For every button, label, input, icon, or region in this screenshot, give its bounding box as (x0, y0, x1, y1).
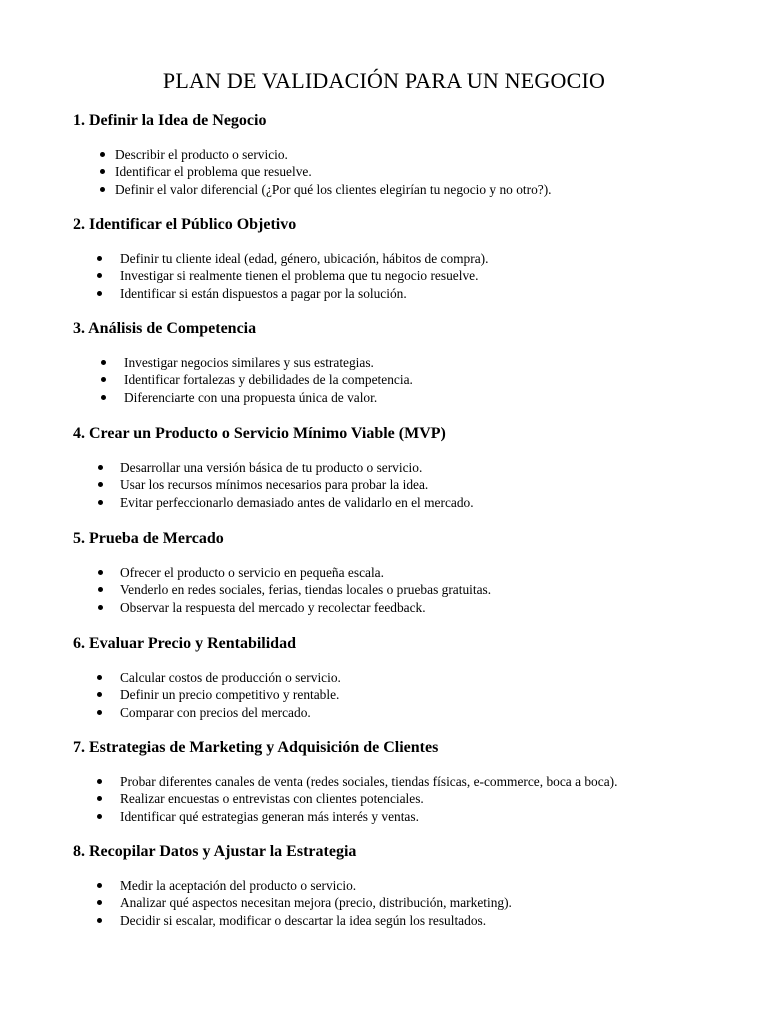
bullet-icon (97, 918, 102, 923)
list-item-text: Definir tu cliente ideal (edad, género, ubicación, hábitos de compra). (120, 251, 489, 266)
bullet-icon (97, 814, 102, 819)
list-item-text: Probar diferentes canales de venta (redes sociales, tiendas físicas, e-commerce, boca a boca). (120, 774, 618, 789)
list-item-text: Usar los recursos mínimos necesarios para probar la idea. (120, 477, 429, 493)
list-item (73, 181, 733, 198)
list-item-text: Venderlo en redes sociales, ferias, tiendas locales o pruebas gratuitas. (120, 582, 492, 598)
list-item-text: Identificar qué estrategias generan más interés y ventas. (120, 808, 419, 824)
section-heading: 4. Crear un Producto o Servicio Mínimo Viable (MVP) (73, 425, 446, 442)
list-item-text: Observar la respuesta del mercado y recolectar feedback. (120, 599, 426, 615)
bullet-icon (101, 395, 106, 400)
list-item (73, 476, 733, 493)
list-item (73, 285, 733, 302)
bullet-icon (100, 152, 105, 157)
list-item-text: Calcular costos de producción o servicio. (120, 670, 341, 685)
bullet-icon (98, 587, 103, 592)
list-item (73, 599, 733, 616)
section-heading: 2. Identificar el Público Objetivo (73, 216, 297, 233)
bullet-icon (98, 465, 103, 470)
list-item-text: Comparar con precios del mercado. (120, 704, 311, 720)
list-item (73, 581, 733, 598)
list-item (73, 894, 733, 911)
list-item-text: Diferenciarte con una propuesta única de valor. (124, 389, 378, 405)
bullet-icon (97, 675, 102, 680)
bullet-icon (100, 187, 105, 192)
list-item (73, 912, 733, 929)
bullet-icon (97, 273, 102, 278)
list-item-text: Identificar el problema que resuelve. (115, 164, 312, 180)
list-item-text: Realizar encuestas o entrevistas con clientes potenciales. (120, 791, 424, 807)
section-heading: 6. Evaluar Precio y Rentabilidad (73, 635, 296, 652)
bullet-icon (97, 883, 102, 888)
section-1 (73, 111, 733, 198)
bullet-icon (97, 710, 102, 715)
bullet-list (73, 877, 733, 929)
list-item (73, 267, 733, 284)
bullet-list (73, 564, 733, 616)
bullet-icon (97, 796, 102, 801)
list-item-text: Identificar fortalezas y debilidades de la competencia. (124, 372, 413, 388)
bullet-list (73, 773, 733, 825)
section-4 (73, 424, 733, 511)
list-item (73, 564, 733, 581)
section-heading: 7. Estrategias de Marketing y Adquisición de Clientes (73, 739, 439, 756)
list-item-text: Definir un precio competitivo y rentable. (120, 687, 340, 703)
section-7 (73, 738, 733, 825)
bullet-icon (97, 900, 102, 905)
list-item (73, 808, 733, 825)
section-heading: 1. Definir la Idea de Negocio (73, 112, 267, 129)
list-item (73, 371, 733, 388)
list-item (73, 250, 733, 267)
list-item (73, 494, 733, 511)
list-item (73, 146, 733, 163)
bullet-list (73, 669, 733, 721)
list-item-text: Desarrollar una versión básica de tu producto o servicio. (120, 460, 423, 475)
bullet-icon (98, 605, 103, 610)
list-item (73, 686, 733, 703)
list-item-text: Medir la aceptación del producto o servicio. (120, 878, 357, 893)
bullet-icon (97, 256, 102, 261)
list-item-text: Investigar si realmente tienen el problema que tu negocio resuelve. (120, 268, 479, 284)
bullet-icon (97, 692, 102, 697)
bullet-icon (101, 360, 106, 365)
page-title: PLAN DE VALIDACIÓN PARA UN NEGOCIO (162, 68, 606, 93)
list-item (73, 389, 733, 406)
list-item (73, 704, 733, 721)
section-6 (73, 634, 733, 721)
list-item (73, 773, 733, 790)
section-heading: 3. Análisis de Competencia (73, 320, 257, 337)
list-item (73, 790, 733, 807)
list-item-text: Describir el producto o servicio. (115, 147, 288, 162)
bullet-list (73, 250, 733, 302)
list-item-text: Evitar perfeccionarlo demasiado antes de validarlo en el mercado. (120, 494, 474, 510)
list-item (73, 459, 733, 476)
section-3 (73, 319, 733, 406)
section-heading: 8. Recopilar Datos y Ajustar la Estrategia (73, 843, 357, 860)
list-item (73, 669, 733, 686)
list-item-text: Analizar qué aspectos necesitan mejora (precio, distribución, marketing). (120, 895, 512, 911)
list-item-text: Definir el valor diferencial (¿Por qué los clientes elegirían tu negocio y no otro?). (115, 181, 552, 197)
section-5 (73, 529, 733, 616)
bullet-icon (98, 482, 103, 487)
list-item (73, 877, 733, 894)
list-item-text: Ofrecer el producto o servicio en pequeña escala. (120, 565, 384, 580)
bullet-icon (100, 169, 105, 174)
list-item (73, 354, 733, 371)
bullet-icon (101, 377, 106, 382)
bullet-list (73, 146, 733, 198)
bullet-icon (98, 500, 103, 505)
list-item-text: Investigar negocios similares y sus estrategias. (124, 355, 374, 370)
section-2 (73, 215, 733, 302)
section-heading: 5. Prueba de Mercado (73, 530, 224, 547)
bullet-icon (98, 570, 103, 575)
list-item-text: Identificar si están dispuestos a pagar por la solución. (120, 285, 407, 301)
bullet-list (73, 459, 733, 511)
bullet-icon (97, 779, 102, 784)
bullet-list (73, 354, 733, 406)
bullet-icon (97, 291, 102, 296)
section-8 (73, 842, 733, 929)
list-item (73, 163, 733, 180)
list-item-text: Decidir si escalar, modificar o descartar la idea según los resultados. (120, 912, 487, 928)
